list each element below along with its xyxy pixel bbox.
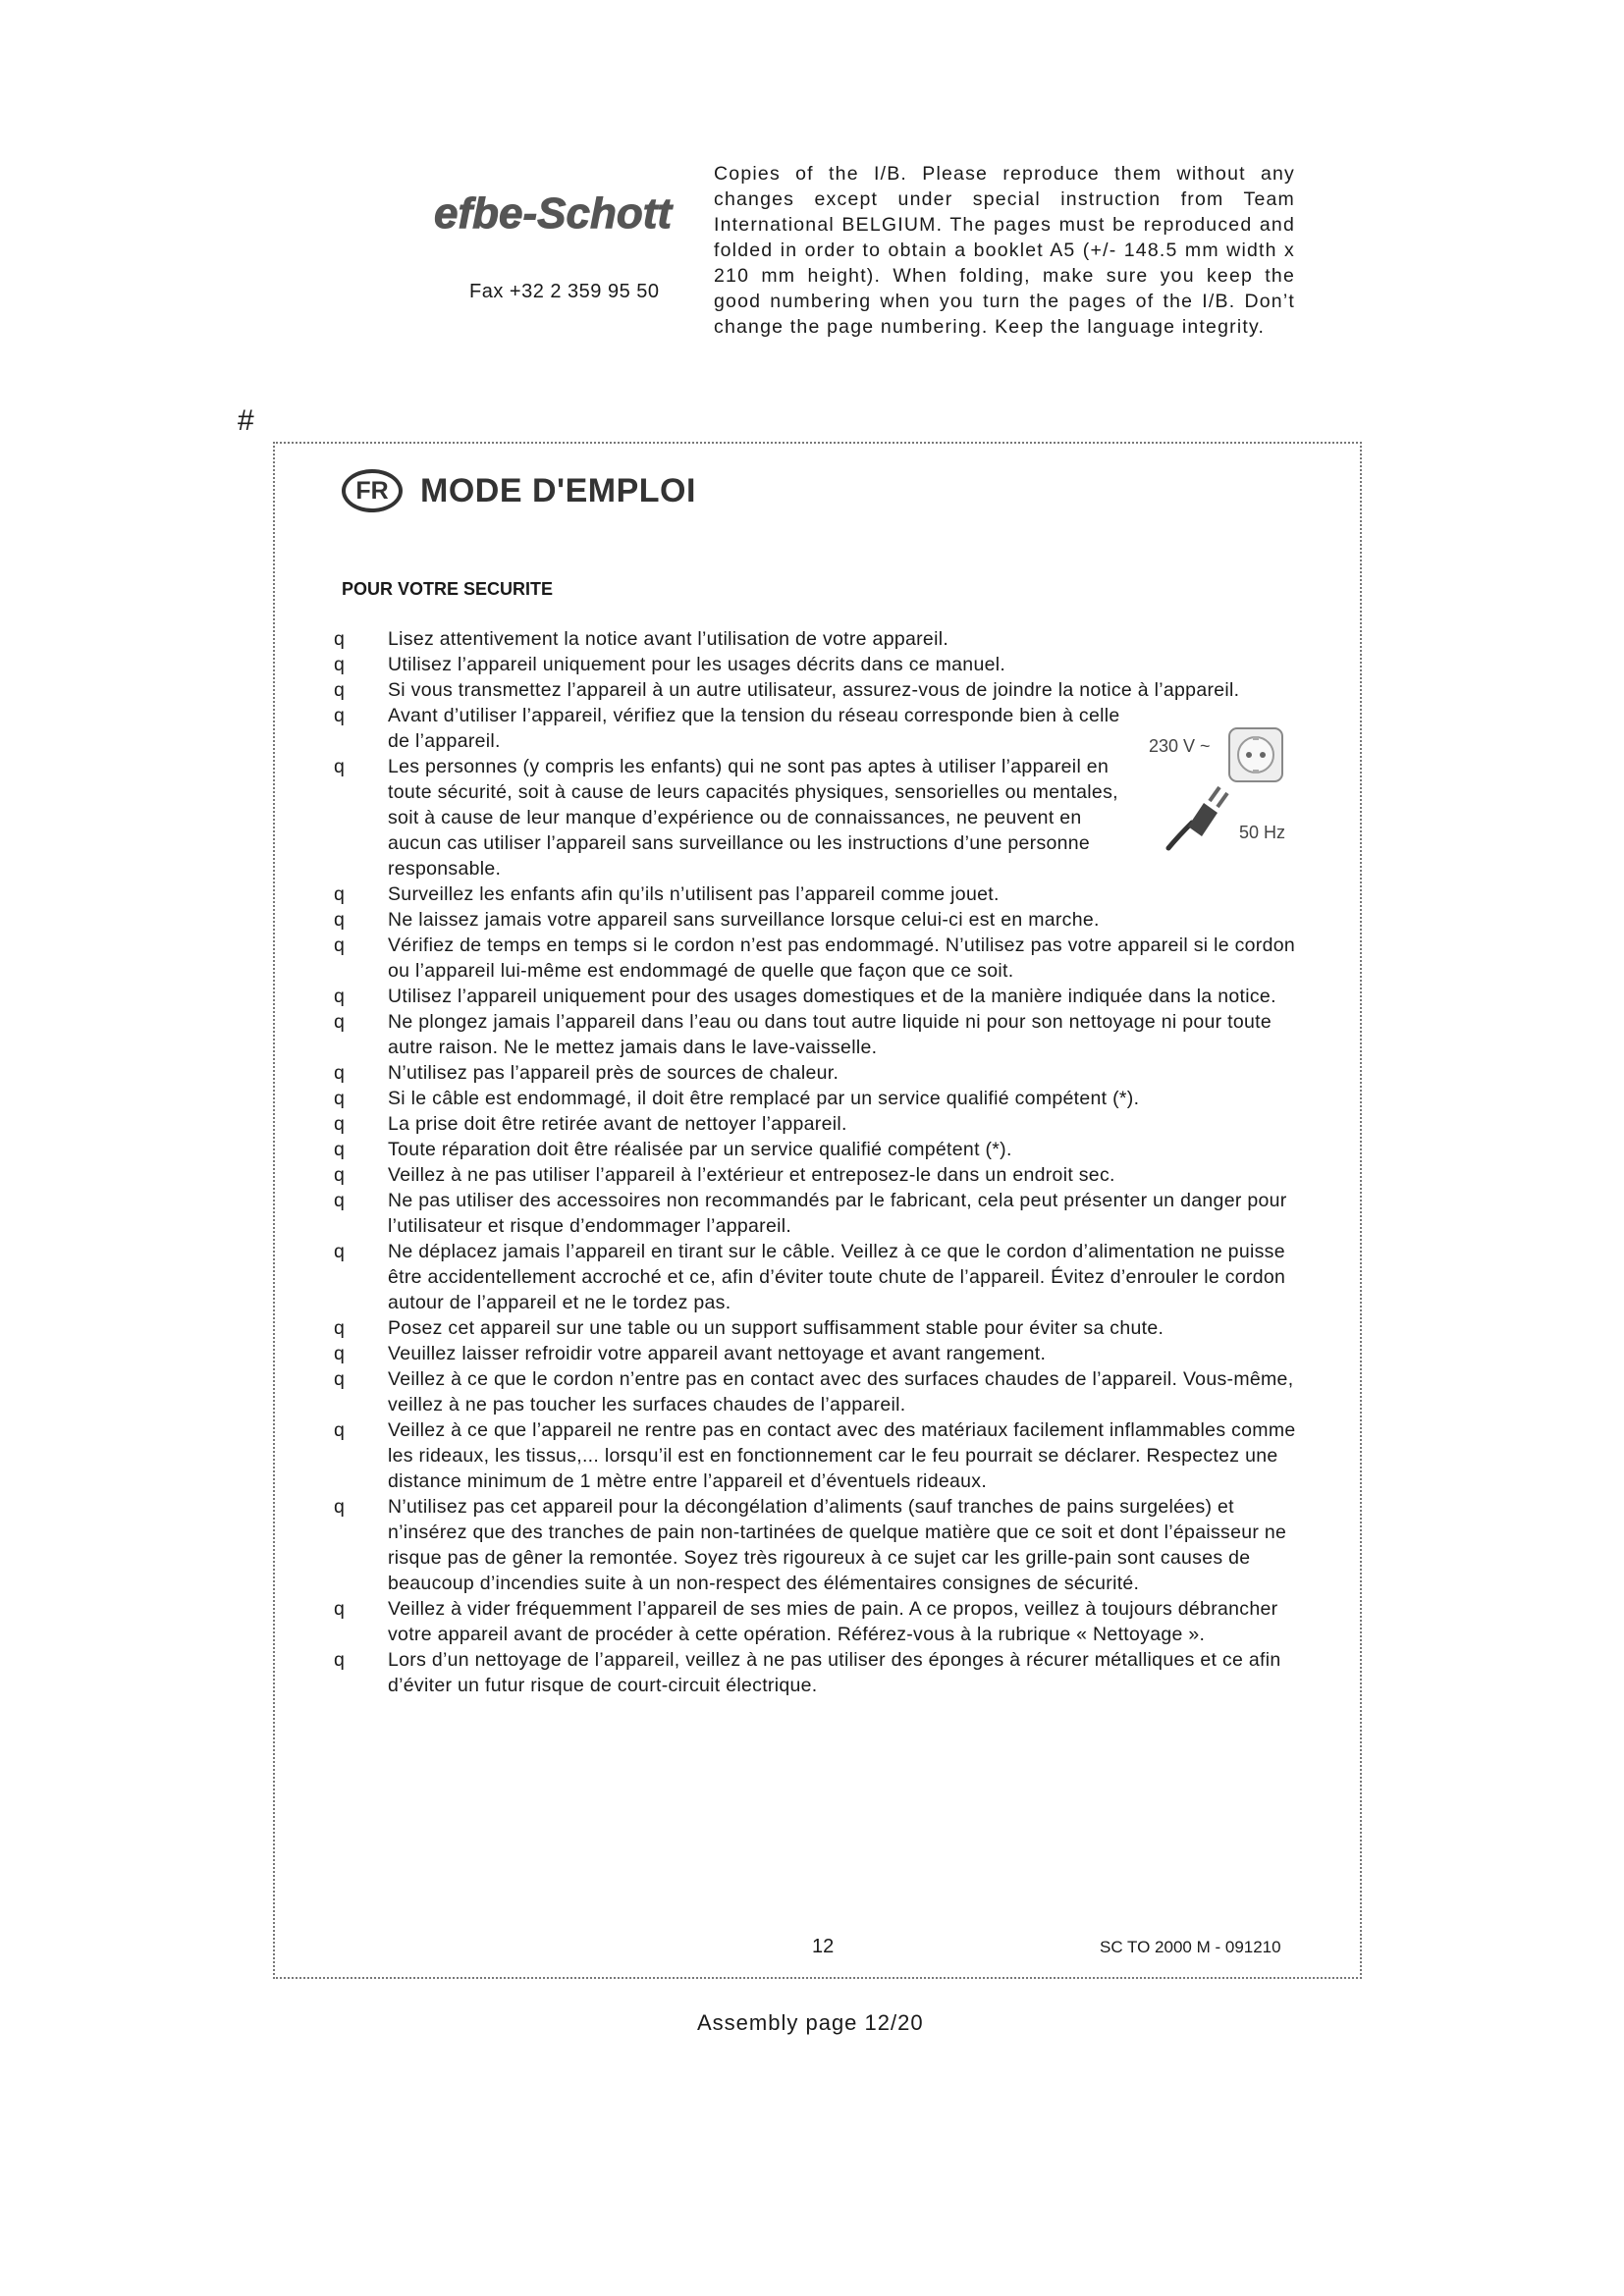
fax-number: Fax +32 2 359 95 50 — [469, 281, 660, 302]
page-number: 12 — [812, 1936, 835, 1957]
list-item-text: Lisez attentivement la notice avant l’utilisation de votre appareil. — [388, 628, 949, 650]
voltage-illustration — [1149, 726, 1306, 864]
list-item — [334, 1086, 1310, 1111]
list-item — [334, 984, 1310, 1009]
list-item-text: Si vous transmettez l’appareil à un autre utilisateur, assurez-vous de joindre la notice à l’appareil. — [388, 679, 1240, 701]
bullet: q — [334, 756, 346, 777]
list-item-text: Si le câble est endommagé, il doit être remplacé par un service qualifié compétent (*). — [388, 1088, 1140, 1109]
list-item — [334, 626, 1310, 652]
power-socket-icon — [1227, 726, 1284, 783]
list-item-text: Veillez à vider fréquemment l’appareil de ses mies de pain. A ce propos, veillez à toujours débrancher votre appareil avant de procéder à cette opération. Référez-vous à la rubrique « Nettoyage ». — [388, 1598, 1278, 1645]
bullet: q — [334, 1649, 346, 1671]
bullet: q — [334, 1062, 346, 1084]
bullet: q — [334, 883, 346, 905]
bullet: q — [334, 1113, 346, 1135]
list-item-text: Les personnes (y compris les enfants) qui ne sont pas aptes à utiliser l’appareil en toute sécurité, soit à cause de leurs capacités physiques, sensorielles ou mentales, soit à cause de leur manque d’expérience ou de connaissances, ne peuvent en aucun cas utiliser l’appareil sans surveillance ou les instructions d’une personne responsable. — [388, 756, 1118, 880]
assembly-page-label: Assembly page 12/20 — [697, 2010, 924, 2035]
list-item — [334, 1366, 1310, 1417]
bullet: q — [334, 934, 346, 956]
list-item — [334, 1494, 1310, 1596]
list-item — [334, 1060, 1310, 1086]
list-item-text: Veuillez laisser refroidir votre appareil avant nettoyage et avant rangement. — [388, 1343, 1047, 1364]
bullet: q — [334, 705, 346, 726]
list-item-text: Posez cet appareil sur une table ou un support suffisamment stable pour éviter sa chute. — [388, 1317, 1164, 1339]
list-item — [334, 1417, 1310, 1494]
list-item-text: Ne déplacez jamais l’appareil en tirant sur le câble. Veillez à ce que le cordon d’alimentation ne puisse être accidentellement accroché et ce, afin d’éviter toute chute de l’appareil. Évitez d’enrouler le cordon autour de l’appareil et ne le tordez pas. — [388, 1241, 1286, 1313]
list-item-text: Ne laissez jamais votre appareil sans surveillance lorsque celui-ci est en marche. — [388, 909, 1100, 931]
power-plug-icon — [1164, 783, 1233, 852]
list-item-text: Veillez à ce que le cordon n’entre pas en contact avec des surfaces chaudes de l’appareil. Vous-même, veillez à ne pas toucher les surfaces chaudes de l’appareil. — [388, 1368, 1294, 1415]
list-item-text: Utilisez l’appareil uniquement pour les usages décrits dans ce manuel. — [388, 654, 1006, 675]
list-item-text: La prise doit être retirée avant de nettoyer l’appareil. — [388, 1113, 847, 1135]
bullet: q — [334, 654, 346, 675]
bullet: q — [334, 986, 346, 1007]
bullet: q — [334, 1241, 346, 1262]
bullet: q — [334, 1368, 346, 1390]
list-item-text: Avant d’utiliser l’appareil, vérifiez que la tension du réseau corresponde bien à celle de l’appareil. — [388, 705, 1120, 752]
bullet: q — [334, 1011, 346, 1033]
manual-title: MODE D'EMPLOI — [420, 471, 696, 509]
model-code: SC TO 2000 M - 091210 — [1100, 1938, 1281, 1956]
bullet: q — [334, 1164, 346, 1186]
bullet: q — [334, 1598, 346, 1620]
bullet: q — [334, 1343, 346, 1364]
bullet: q — [334, 1088, 346, 1109]
list-item — [334, 1239, 1310, 1315]
bullet: q — [334, 1190, 346, 1211]
list-item-text: Ne plongez jamais l’appareil dans l’eau ou dans tout autre liquide ni pour son nettoyage ni pour toute autre raison. Ne le mettez jamais dans le lave-vaisselle. — [388, 1011, 1272, 1058]
list-item — [334, 1341, 1310, 1366]
list-item-text: N’utilisez pas cet appareil pour la décongélation d’aliments (sauf tranches de pains surgelées) et n’insérez que des tranches de pain non-tartinées de quelque matière que ce soit et dont l’épaisseur ne risque pas de gêner la remontée. Soyez très rigoureux à ce sujet car les grille-pain sont causes de beaucoup d’incendies suite à un non-respect des élémentaires consignes de sécurité. — [388, 1496, 1287, 1594]
list-item — [334, 677, 1310, 703]
list-item — [334, 652, 1310, 677]
list-item-text: Veillez à ce que l’appareil ne rentre pas en contact avec des matériaux facilement inflammables comme les rideaux, les tissus,... lorsqu’il est en fonctionnement car le feu pourrait se déclarer. Respectez une distance minimum de 1 mètre entre l’appareil et d’éventuels rideaux. — [388, 1419, 1296, 1492]
bullet: q — [334, 909, 346, 931]
manual-heading — [342, 465, 696, 516]
brand-logo — [432, 183, 682, 241]
brand-logo-text: efbe-Schott — [434, 189, 672, 238]
bullet: q — [334, 1139, 346, 1160]
voltage-label: 230 V ~ — [1149, 736, 1211, 756]
bullet: q — [334, 1419, 346, 1441]
list-item — [334, 1315, 1310, 1341]
brand-logo-graphic — [432, 183, 682, 241]
list-item-text: N’utilisez pas l’appareil près de sources de chaleur. — [388, 1062, 839, 1084]
list-item-text: Toute réparation doit être réalisée par un service qualifié compétent (*). — [388, 1139, 1012, 1160]
list-item-text: Vérifiez de temps en temps si le cordon n’est pas endommagé. N’utilisez pas votre appareil si le cordon ou l’appareil lui-même est endommagé de quelle que façon que ce soit. — [388, 934, 1296, 982]
frequency-label: 50 Hz — [1239, 823, 1286, 842]
list-item — [334, 1009, 1310, 1060]
section-title: POUR VOTRE SECURITE — [342, 579, 554, 599]
hash-mark: # — [238, 404, 254, 437]
bullet: q — [334, 1496, 346, 1518]
list-item — [334, 1137, 1310, 1162]
list-item — [334, 1111, 1310, 1137]
list-item — [334, 1162, 1310, 1188]
list-item — [334, 1596, 1310, 1647]
bullet: q — [334, 679, 346, 701]
list-item-text: Surveillez les enfants afin qu’ils n’utilisent pas l’appareil comme jouet. — [388, 883, 1000, 905]
language-badge: FR — [342, 469, 403, 512]
list-item-text: Utilisez l’appareil uniquement pour des usages domestiques et de la manière indiquée dans la notice. — [388, 986, 1276, 1007]
reproduction-instructions: Copies of the I/B. Please reproduce them without any changes except under special instruction from Team International BELGIUM. The pages must be reproduced and folded in order to obtain a booklet A5 (+/- 148.5 mm width x 210 mm height). When folding, make sure you keep the good numbering when you turn the pages of the I/B. Don’t change the page numbering. Keep the language integrity. — [714, 163, 1295, 338]
list-item — [334, 933, 1310, 984]
list-item-text: Ne pas utiliser des accessoires non recommandés par le fabricant, cela peut présenter un danger pour l’utilisateur et risque d’endommager l’appareil. — [388, 1190, 1287, 1237]
list-item — [334, 1188, 1310, 1239]
bullet: q — [334, 1317, 346, 1339]
bullet: q — [334, 628, 346, 650]
list-item-text: Veillez à ne pas utiliser l’appareil à l’extérieur et entreposez-le dans un endroit sec. — [388, 1164, 1115, 1186]
list-item-text: Lors d’un nettoyage de l’appareil, veillez à ne pas utiliser des éponges à récurer métalliques et ce afin d’éviter un futur risque de court-circuit électrique. — [388, 1649, 1281, 1696]
list-item — [334, 1647, 1310, 1698]
list-item — [334, 881, 1310, 907]
list-item — [334, 907, 1310, 933]
